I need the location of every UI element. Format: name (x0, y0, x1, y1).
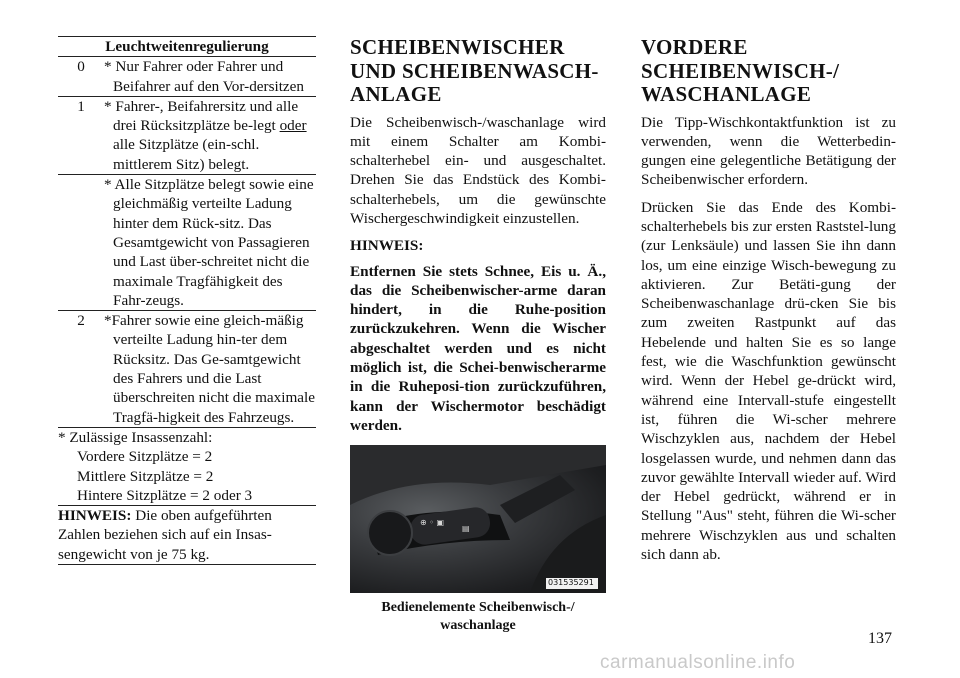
page-number: 137 (868, 630, 892, 647)
watermark: carmanualsonline.info (600, 652, 796, 673)
paragraph-1: Die Tipp-Wischkontaktfunktion ist zu verwenden, wenn die Wetterbedin-gungen eine gelegentliche Betätigung der Scheibenwischer erfordern. (641, 113, 896, 189)
headlight-leveling-table (58, 36, 316, 565)
row-description: * Alle Sitzplätze belegt sowie eine gleichmäßig verteilte Ladung hinter dem Rück-sitz. Das Gesamtgewicht von Passagieren und Last über-schreitet nicht die maximale Tragfähigkeit des Fahr-zeugs. (104, 176, 314, 309)
paragraph-2: Drücken Sie das Ende des Kombi-schalterhebels bis zur ersten Raststel-lung (zur Lenksäule) und lassen Sie ihn dann los, um eine einzige Wisch-bewegung zu aktivieren. Zur Betäti-gung der Scheibenwaschanlage drü-cken Sie bis zum zweiten Rastpunkt auf das Hebelende und halten Sie es so lange fest, wie die Waschfunktion gewünscht wird. Wenn der Hebel ge-drückt wird, während eine Intervall-stufe eingestellt ist, führen die Wi-scher mehrere Wischzyklen aus, nachdem der Hebel losgelassen wurde, und nehmen dann das zuvor gewählte Intervall wieder auf. Wird der Hebel gedrückt, während er in Stellung "Aus" steht, führen die Wi-scher mehrere Wischzyklen aus und schalten sich dann ab. (641, 198, 896, 564)
occupancy-front: Vordere Sitzplätze = 2 (77, 448, 213, 466)
table-row (58, 97, 316, 175)
front-wiper-section (641, 36, 896, 572)
row-text: * Fahrer-, Beifahrersitz und alle drei Rücksitzplätze be-legt (104, 97, 299, 135)
table-note (58, 506, 316, 565)
note-text: Entfernen Sie stets Schnee, Eis u. Ä., das die Scheibenwischer-arme daran hindert, in die Ruhe-position zurückzukehren. Wenn die Wischer abgeschaltet werden und es nicht möglich ist, die Schei-benwischerarme in die Ruheposi-tion zurückzuführen, kann der Wischermotor beschädigt werden. (350, 262, 606, 434)
row-description: * Nur Fahrer oder Fahrer und Beifahrer auf den Vor-dersitzen (104, 58, 305, 95)
row-number: 2 (77, 312, 85, 330)
svg-text:⊕ ◦ ▣: ⊕ ◦ ▣ (420, 518, 445, 528)
svg-text:▤: ▤ (462, 524, 470, 534)
occupancy-rear: Hintere Sitzplätze = 2 oder 3 (58, 486, 316, 506)
row-description (104, 97, 316, 174)
row-number: 1 (77, 97, 85, 115)
section-title: VORDERE SCHEIBENWISCH-/ WASCHANLAGE (641, 35, 840, 106)
section-title: SCHEIBENWISCHER UND SCHEIBENWASCH-ANLAGE (350, 35, 599, 106)
wiper-stalk-illustration (350, 445, 606, 593)
note-label: HINWEIS: (350, 237, 424, 255)
intro-paragraph: Die Scheibenwisch-/waschanlage wird mit einem Schalter am Kombi-schalterhebel ein- und ausgeschaltet. Drehen Sie das Endstück des Kombi-schalterhebels, um die gewünschte Wischergeschwindigkeit einzustellen. (350, 113, 606, 227)
photo-caption: Bedienelemente Scheibenwisch-/ waschanlage (381, 600, 575, 634)
table-row (58, 175, 316, 311)
occupancy-title: * Zulässige Insassenzahl: (58, 428, 213, 446)
table-row (58, 311, 316, 428)
row-number: 0 (77, 58, 85, 76)
wiper-section (350, 36, 606, 635)
underlined-word: oder (279, 117, 307, 135)
note-label: HINWEIS: (58, 507, 132, 525)
row-text: alle Sitzplätze (ein-schl. mittlerem Sitz) belegt. (113, 136, 260, 173)
occupancy-middle: Mittlere Sitzplätze = 2 (77, 467, 214, 485)
table-row (58, 57, 316, 97)
row-description: *Fahrer sowie eine gleich-mäßig verteilte Ladung hin-ter dem Rücksitz. Das Ge-samtgewicht des Fahrers und die Last überschreiten nicht die maximale Tragfä-higkeit des Fahrzeugs. (104, 312, 315, 426)
table-header: Leuchtweitenregulierung (58, 37, 316, 57)
row-number (58, 175, 104, 310)
note-text: Die oben aufgeführten Zahlen beziehen sich auf ein Insas-sengewicht von je 75 kg. (58, 507, 272, 563)
photo-code: 031535291 (548, 578, 594, 588)
wiper-control-photo (350, 445, 606, 593)
